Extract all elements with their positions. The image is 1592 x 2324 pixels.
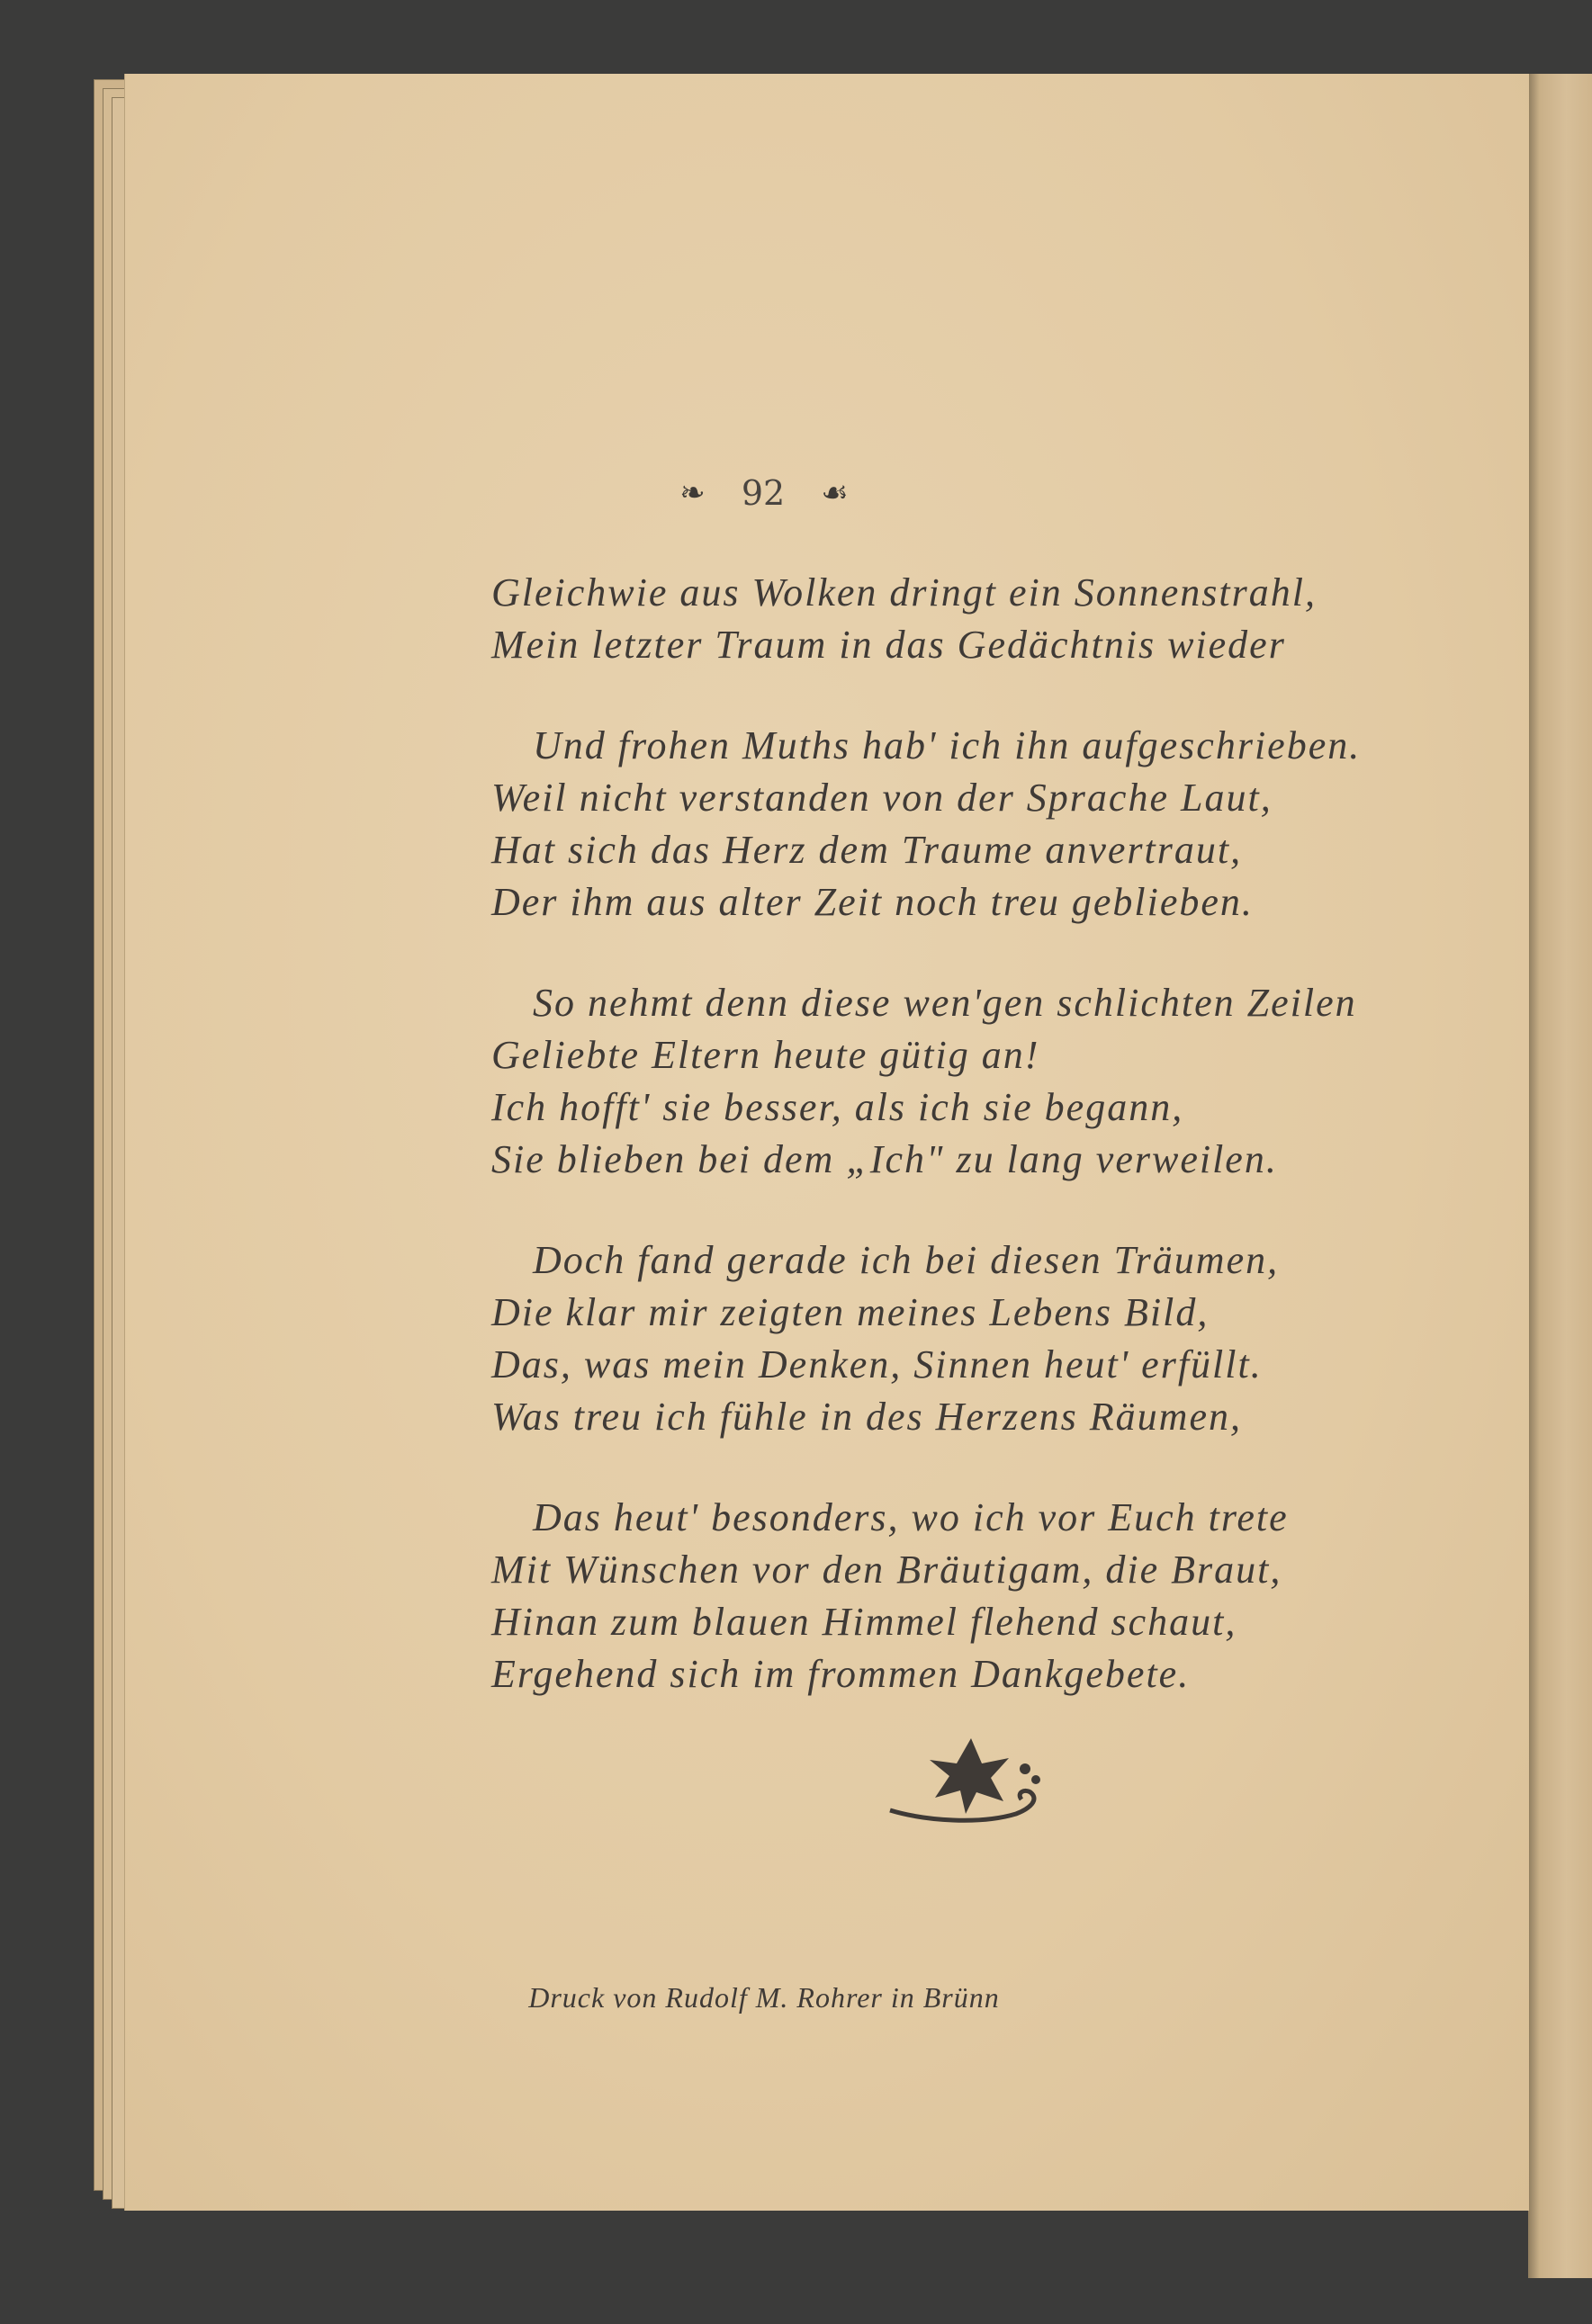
page-header — [125, 470, 1403, 513]
poem-line: Mit Wünschen vor den Bräutigam, die Braut, — [491, 1548, 1282, 1592]
stanza — [491, 1234, 1517, 1443]
book-gutter — [1528, 74, 1592, 2278]
poem-line: Sie blieben bei dem „Ich" zu lang verweilen. — [491, 1137, 1278, 1181]
poem-line: Das, was mein Denken, Sinnen heut' erfüllt. — [491, 1342, 1263, 1386]
poem-line: Und frohen Muths hab' ich ihn aufgeschrieben. — [533, 723, 1362, 767]
poem-line: Doch fand gerade ich bei diesen Träumen, — [533, 1238, 1280, 1282]
stanza — [491, 567, 1517, 671]
stanza — [491, 977, 1517, 1186]
poem-line: Ich hofft' sie besser, als ich sie begann, — [491, 1085, 1184, 1129]
poem-line: Die klar mir zeigten meines Lebens Bild, — [491, 1290, 1210, 1334]
poem-line: Weil nicht verstanden von der Sprache Laut, — [491, 776, 1273, 820]
poem-line: Ergehend sich im frommen Dankgebete. — [491, 1652, 1191, 1696]
poem-line: So nehmt denn diese wen'gen schlichten Zeilen — [533, 981, 1357, 1025]
printer-imprint: Druck von Rudolf M. Rohrer in Brünn — [528, 1981, 1000, 2014]
book-page — [124, 74, 1529, 2211]
left-ornament-icon: ❧ — [679, 474, 706, 511]
poem-line: Gleichwie aus Wolken dringt ein Sonnenstrahl, — [491, 570, 1317, 615]
ivy-leaf-ornament-icon — [872, 1727, 1070, 1826]
page-number: 92 — [741, 472, 786, 513]
poem-line: Hat sich das Herz dem Traume anvertraut, — [491, 828, 1243, 872]
stanza — [491, 720, 1517, 929]
poem-line: Mein letzter Traum in das Gedächtnis wieder — [491, 623, 1286, 667]
stanza — [491, 1492, 1517, 1700]
poem — [491, 567, 1517, 1749]
poem-line: Geliebte Eltern heute gütig an! — [491, 1033, 1040, 1077]
poem-line: Was treu ich fühle in des Herzens Räumen, — [491, 1395, 1242, 1439]
poem-line: Der ihm aus alter Zeit noch treu geblieben. — [491, 880, 1254, 924]
poem-line: Hinan zum blauen Himmel flehend schaut, — [491, 1600, 1237, 1644]
right-ornament-icon: ☙ — [821, 474, 849, 511]
poem-line: Das heut' besonders, wo ich vor Euch trete — [533, 1495, 1289, 1539]
